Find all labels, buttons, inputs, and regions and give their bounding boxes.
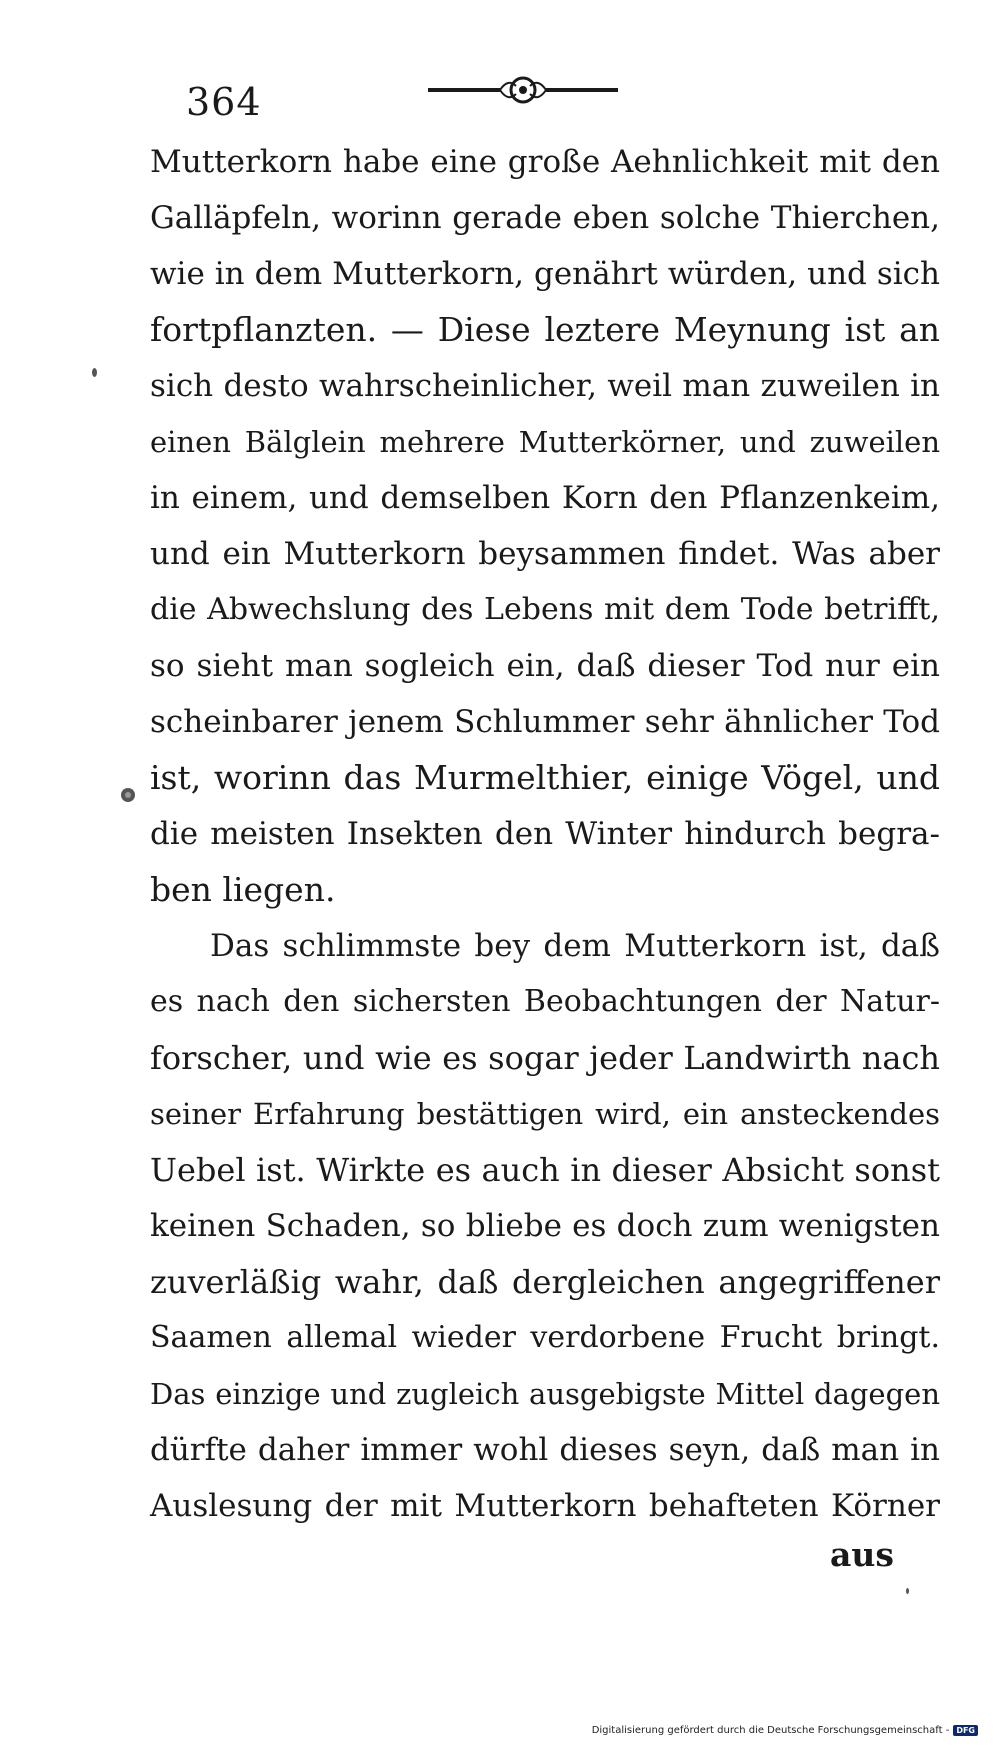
text-line: keinen Schaden, so bliebe es doch zum wenigsten [150, 1208, 940, 1244]
text-line: und ein Mutterkorn beysammen findet. Was aber [150, 536, 940, 572]
text-line: ist, worinn das Murmelthier, einige Vögel, und [150, 758, 940, 797]
ink-blot-icon [118, 785, 138, 805]
text-line: einen Bälglein mehrere Mutterkörner, und zuweilen [150, 425, 940, 459]
text-line: Das schlimmste bey dem Mutterkorn ist, daß [210, 928, 940, 964]
text-line: zuverläßig wahr, daß dergleichen angegriffener [150, 1263, 940, 1301]
text-line: Mutterkorn habe eine große Aehnlichkeit mit den [150, 144, 940, 180]
text-line: scheinbarer jenem Schlummer sehr ähnlicher Tod [150, 704, 940, 740]
dfg-logo: DFG [953, 1725, 978, 1736]
text-line: die meisten Insekten den Winter hindurch begra- [150, 816, 940, 852]
text-line: seiner Erfahrung bestättigen wird, ein ansteckendes [150, 1097, 940, 1131]
text-line: dürfte daher immer wohl dieses seyn, daß man in [150, 1432, 940, 1468]
ink-speck [906, 1588, 909, 1594]
text-line: so sieht man sogleich ein, daß dieser Tod nur ein [150, 648, 940, 684]
text-line: ben liegen. [150, 870, 336, 909]
text-line: fortpflanzten. — Diese leztere Meynung ist an [150, 310, 940, 349]
text-line: in einem, und demselben Korn den Pflanzenkeim, [150, 480, 940, 516]
text-line: Auslesung der mit Mutterkorn behafteten Körner [150, 1488, 940, 1524]
text-line: Das einzige und zugleich ausgebigste Mittel dagegen [150, 1377, 940, 1411]
text-line: die Abwechslung des Lebens mit dem Tode betrifft, [150, 592, 940, 627]
text-line: es nach den sichersten Beobachtungen der Natur- [150, 984, 940, 1019]
text-line: sich desto wahrscheinlicher, weil man zuweilen in [150, 368, 940, 404]
text-line: Uebel ist. Wirkte es auch in dieser Absicht sonst [150, 1151, 940, 1189]
body-text [150, 134, 940, 1534]
text-line: Saamen allemal wieder verdorbene Frucht bringt. [150, 1320, 940, 1355]
text-line: wie in dem Mutterkorn, genährt würden, und sich [150, 256, 940, 292]
ink-speck [92, 368, 97, 377]
footer-credit: Digitalisierung gefördert durch die Deutsche Forschungsgemeinschaft - [591, 1725, 950, 1736]
text-line: forscher, und wie es sogar jeder Landwirth nach [150, 1039, 940, 1077]
ornament-divider-icon [428, 70, 618, 110]
catchword: aus [830, 1535, 894, 1574]
digitization-footer [592, 1725, 978, 1736]
text-line: Galläpfeln, worinn gerade eben solche Thierchen, [150, 200, 940, 236]
page-number: 364 [186, 80, 262, 124]
